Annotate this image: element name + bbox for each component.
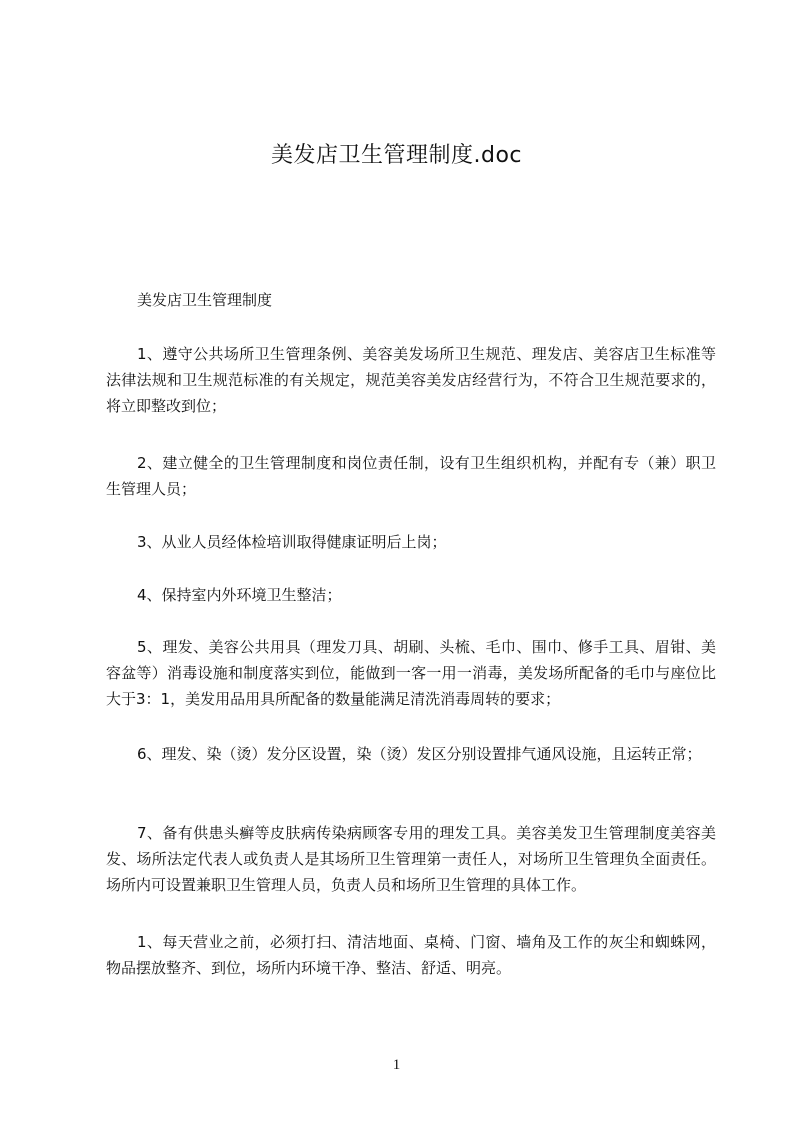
paragraph: 1、每天营业之前，必须打扫、清洁地面、桌椅、门窗、墙角及工作的灰尘和蜘蛛网，物品摆放整齐、到位，场所内环境干净、整洁、舒适、明亮。 — [106, 933, 716, 977]
paragraph: 3、从业人员经体检培训取得健康证明后上岗； — [137, 533, 447, 551]
paragraph: 7、备有供患头癣等皮肤病传染病顾客专用的理发工具。美容美发卫生管理制度美容美发、场所法定代表人或负责人是其场所卫生管理第一责任人，对场所卫生管理负全面责任。场所内可设置兼职卫生管理人员，负责人员和场所卫生管理的具体工作。 — [106, 824, 716, 894]
paragraph: 6、理发、染（烫）发分区设置，染（烫）发区分别设置排气通风设施，且运转正常； — [137, 745, 702, 763]
page-number: 1 — [392, 1057, 401, 1073]
paragraph: 5、理发、美容公共用具（理发刀具、胡刷、头梳、毛巾、围巾、修手工具、眉钳、美容盆等）消毒设施和制度落实到位，能做到一客一用一消毒，美发场所配备的毛巾与座位比大于3：1，美发用品用具所配备的数量能满足清洗消毒周转的要求； — [106, 638, 716, 708]
paragraph: 2、建立健全的卫生管理制度和岗位责任制，设有卫生组织机构，并配有专（兼）职卫生管理人员； — [106, 454, 716, 498]
document-subtitle: 美发店卫生管理制度 — [137, 291, 273, 309]
paragraph: 4、保持室内外环境卫生整洁； — [137, 586, 342, 604]
paragraph: 1、遵守公共场所卫生管理条例、美容美发场所卫生规范、理发店、美容店卫生标准等法律法规和卫生规范标准的有关规定，规范美容美发店经营行为，不符合卫生规范要求的，将立即整改到位； — [106, 345, 716, 415]
document-title: 美发店卫生管理制度.doc — [270, 143, 522, 168]
